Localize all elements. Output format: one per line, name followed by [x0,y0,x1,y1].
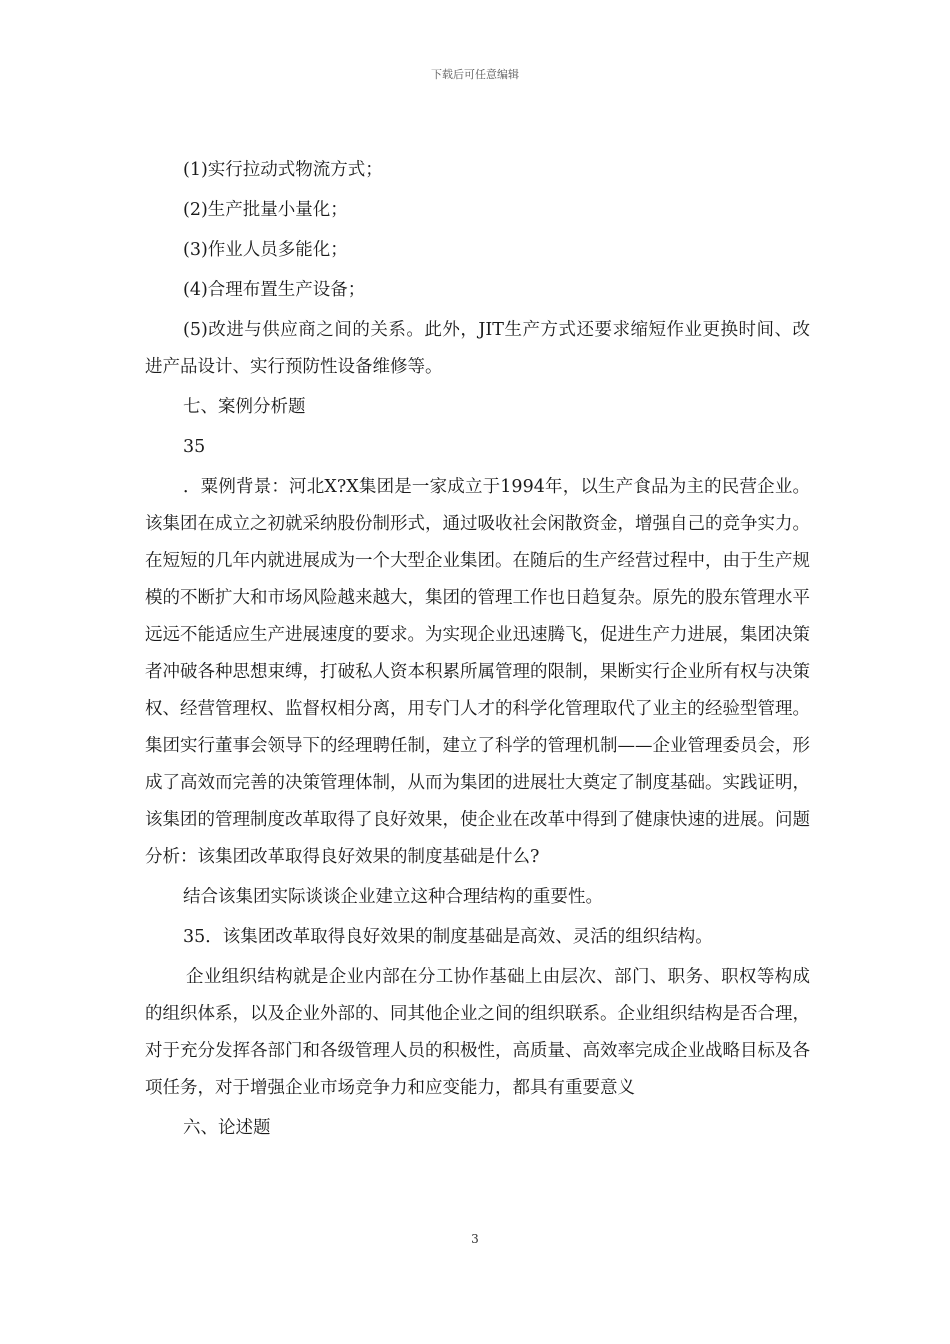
answer-detail-paragraph: 企业组织结构就是企业内部在分工协作基础上由层次、部门、职务、职权等构成的组织体系，以及企业外部的、同其他企业之间的组织联系。企业组织结构是否合理，对于充分发挥各部门和各级管理人员的积极性，高质量、高效率完成企业战略目标及各项任务，对于增强企业市场竞争力和应变能力，都具有重要意义 [145,967,810,1098]
question-number: 35 [183,437,206,457]
list-item-5: (5)改进与供应商之间的关系。此外，JIT生产方式还要求缩短作业更换时间、改进产品设计、实行预防性设备维修等。 [145,320,810,377]
list-item-1: (1)实行拉动式物流方式； [183,160,383,180]
section-heading-case-analysis: 七、案例分析题 [183,397,306,417]
document-body [145,152,810,1150]
answer-paragraph: 35．该集团改革取得良好效果的制度基础是高效、灵活的组织结构。 [183,927,713,947]
section-heading-essay: 六、论述题 [183,1118,271,1138]
list-item-2: (2)生产批量小量化； [183,200,348,220]
list-item-3: (3)作业人员多能化； [183,240,348,260]
question-paragraph: 结合该集团实际谈谈企业建立这种合理结构的重要性。 [183,887,603,907]
list-item-4: (4)合理布置生产设备； [183,280,366,300]
page-header: 下载后可任意编辑 [431,68,519,81]
case-background-paragraph: ．粟例背景：河北X?X集团是一家成立于1994年，以生产食品为主的民营企业。该集团在成立之初就采纳股份制形式，通过吸收社会闲散资金，增强自己的竞争实力。在短短的几年内就进展成为一个大型企业集团。在随后的生产经营过程中，由于生产规模的不断扩大和市场风险越来越大，集团的管理工作也日趋复杂。原先的股东管理水平远远不能适应生产进展速度的要求。为实现企业迅速腾飞，促进生产力进展，集团决策者冲破各种思想束缚，打破私人资本积累所属管理的限制，果断实行企业所有权与决策权、经营管理权、监督权相分离，用专门人才的科学化管理取代了业主的经验型管理。集团实行董事会领导下的经理聘任制，建立了科学的管理机制——企业管理委员会，形成了高效而完善的决策管理体制，从而为集团的进展壮大奠定了制度基础。实践证明，该集团的管理制度改革取得了良好效果，使企业在改革中得到了健康快速的进展。问题分析：该集团改革取得良好效果的制度基础是什么? [145,477,810,867]
page-number: 3 [471,1232,479,1246]
